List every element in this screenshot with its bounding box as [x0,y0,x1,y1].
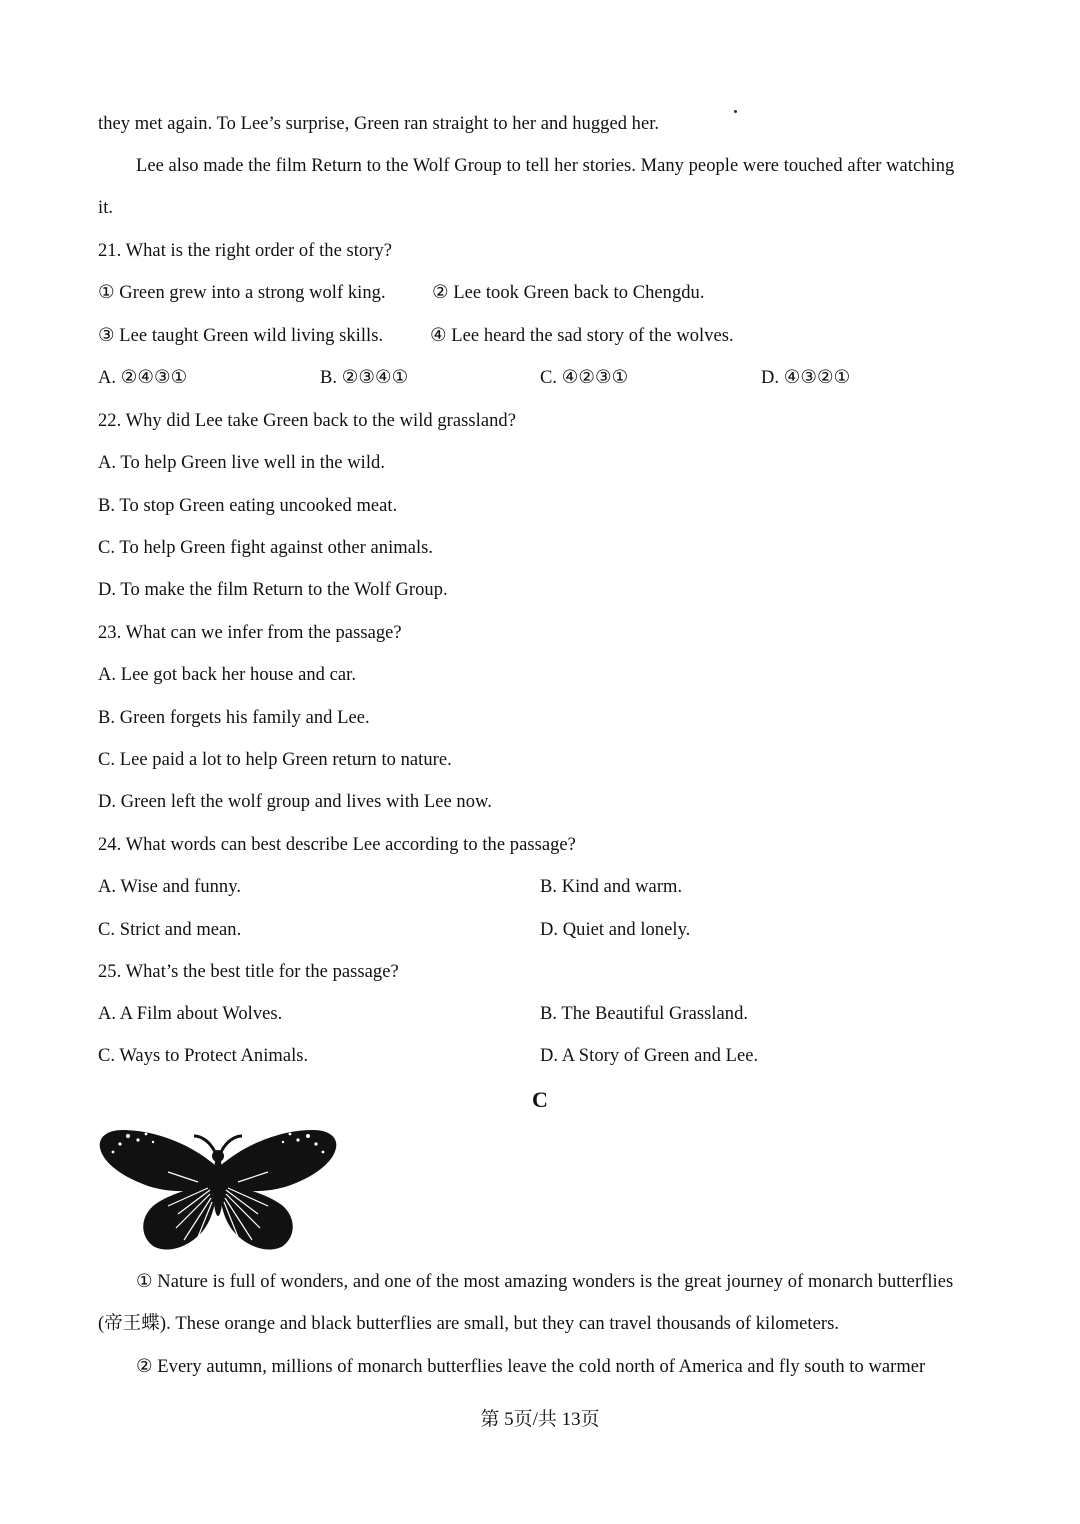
question-23: 23. What can we infer from the passage? [98,623,402,643]
q24-option-d: D. Quiet and lonely. [540,920,691,940]
q22-option-d: D. To make the film Return to the Wolf Group. [98,580,448,600]
section-c-paragraph-2: ② Every autumn, millions of monarch butterflies leave the cold north of America and fly south to warmer [136,1357,926,1377]
q25-option-d: D. A Story of Green and Lee. [540,1046,759,1066]
q24-option-b: B. Kind and warm. [540,877,683,897]
q21-item-2: ② Lee took Green back to Chengdu. [432,283,705,303]
q25-option-c: C. Ways to Protect Animals. [98,1046,309,1066]
q23-option-c: C. Lee paid a lot to help Green return to nature. [98,750,452,770]
q23-option-d: D. Green left the wolf group and lives with Lee now. [98,792,492,812]
question-21: 21. What is the right order of the story? [98,241,393,261]
question-25: 25. What’s the best title for the passage? [98,962,399,982]
question-22: 22. Why did Lee take Green back to the wild grassland? [98,411,516,431]
section-heading: C [532,1087,548,1112]
passage-line: it. [98,198,114,218]
q21-option-c: C. ④②③① [540,368,629,388]
q22-option-c: C. To help Green fight against other animals. [98,538,434,558]
q23-option-b: B. Green forgets his family and Lee. [98,708,370,728]
question-24: 24. What words can best describe Lee according to the passage? [98,835,576,855]
q21-item-4: ④ Lee heard the sad story of the wolves. [430,326,734,346]
passage-line: they met again. To Lee’s surprise, Green ran straight to her and hugged her. [98,114,660,134]
q22-option-b: B. To stop Green eating uncooked meat. [98,496,398,516]
q21-item-3: ③ Lee taught Green wild living skills. [98,326,384,346]
q25-option-b: B. The Beautiful Grassland. [540,1004,749,1024]
q21-option-b: B. ②③④① [320,368,409,388]
section-c-paragraph-1: ① Nature is full of wonders, and one of the most amazing wonders is the great journey of monarch butterflies [136,1272,954,1292]
butterfly-icon [98,1124,338,1254]
page-number: 第 5页/共 13页 [480,1409,600,1430]
passage-paragraph: Lee also made the film Return to the Wolf Group to tell her stories. Many people were touched after watching [136,156,955,176]
q21-option-a: A. ②④③① [98,368,188,388]
section-c-paragraph-1-cont: (帝王蝶). These orange and black butterflies are small, but they can travel thousands of kilometers. [98,1314,840,1334]
stray-dot [734,110,737,113]
q21-option-d: D. ④③②① [761,368,851,388]
q22-option-a: A. To help Green live well in the wild. [98,453,386,473]
q25-option-a: A. A Film about Wolves. [98,1004,283,1024]
q24-option-c: C. Strict and mean. [98,920,242,940]
q24-option-a: A. Wise and funny. [98,877,241,897]
q23-option-a: A. Lee got back her house and car. [98,665,357,685]
q21-item-1: ① Green grew into a strong wolf king. [98,283,386,303]
